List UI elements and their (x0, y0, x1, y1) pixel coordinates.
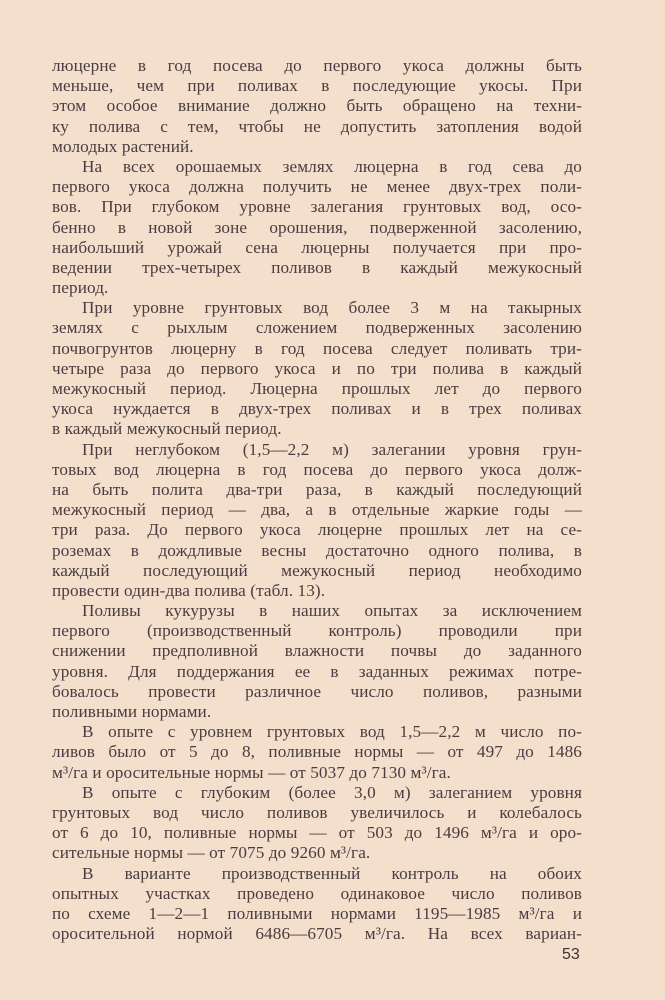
paragraph (52, 298, 582, 439)
text-line: На всех орошаемых землях люцерна в год сева до (82, 156, 582, 176)
paragraph (52, 601, 582, 722)
text-line: межукосный период. Люцерна прошлых лет до первого (52, 379, 582, 398)
text-line: межукосный период — два, а в отдельные жаркие годы — (52, 500, 582, 520)
text-line: молодых растений. (52, 136, 194, 156)
text-line: ливов было от 5 до 8, поливные нормы — от 497 до 1486 (52, 742, 582, 762)
text-line: три раза. До первого укоса люцерне прошлых лет на се- (52, 520, 582, 540)
paragraph (52, 722, 582, 783)
text-line: оросительной нормой 6486—6705 м³/га. На всех вариан- (52, 924, 582, 944)
text-line: на быть полита два-три раза, в каждый последующий (52, 479, 582, 499)
text-line: этом особое внимание должно быть обращено на техни- (52, 96, 582, 116)
text-line: поливными нормами. (52, 702, 212, 721)
text-line: При уровне грунтовых вод более 3 м на такырных (82, 298, 582, 318)
text-line: сительные нормы — от 7075 до 9260 м³/га. (52, 843, 371, 863)
text-line: от 6 до 10, поливные нормы — от 503 до 1496 м³/га и оро- (52, 823, 582, 843)
text-line: землях с рыхлым сложением подверженных засолению (52, 318, 582, 338)
text-line: период. (52, 278, 109, 298)
text-line: меньше, чем при поливах в последующие укосы. При (52, 76, 582, 96)
text-line: м³/га и оросительные нормы — от 5037 до 7130 м³/га. (52, 762, 451, 782)
text-line: провести один-два полива (табл. 13). (52, 580, 326, 600)
text-line: почвогрунтов люцерну в год посева следует поливать три- (52, 338, 582, 358)
text-line: вов. При глубоком уровне залегания грунтовых вод, осо- (52, 197, 582, 217)
text-line: Поливы кукурузы в наших опытах за исключением (82, 601, 582, 621)
text-line: укоса нуждается в двух-трех поливах и в трех поливах (52, 399, 582, 419)
page-number: 53 (562, 946, 580, 963)
paragraph (52, 56, 582, 157)
text-line: снижении предполивной влажности почвы до заданного (52, 641, 582, 661)
paragraph (52, 440, 582, 602)
text-line: наибольший урожай сена люцерны получается при про- (52, 237, 582, 257)
text-line: В опыте с уровнем грунтовых вод 1,5—2,2 м число по- (82, 722, 582, 742)
text-line: роземах в дождливые весны достаточно одного полива, в (52, 540, 582, 560)
text-line: первого укоса должна получить не менее двух-трех поли- (52, 177, 582, 197)
text-line: ку полива с тем, чтобы не допустить затопления водой (52, 116, 582, 136)
text-line: уровня. Для поддержания ее в заданных режимах потре- (52, 661, 582, 681)
paragraph (52, 864, 582, 945)
paragraph (52, 157, 582, 298)
text-line: При неглубоком (1,5—2,2 м) залегании уровня грун- (82, 439, 582, 459)
text-line: товых вод люцерна в год посева до первого укоса долж- (52, 459, 582, 479)
text-line: в каждый межукосный период. (52, 419, 282, 439)
text-line: грунтовых вод число поливов увеличилось и колебалось (52, 802, 582, 822)
page-body (52, 56, 582, 944)
paragraph (52, 783, 582, 864)
text-line: первого (производственный контроль) проводили при (52, 621, 582, 641)
text-line: каждый последующий межукосный период необходимо (52, 560, 582, 580)
text-line: по схеме 1—2—1 поливными нормами 1195—1985 м³/га и (52, 903, 582, 923)
text-line: В варианте производственный контроль на обоих (82, 863, 582, 883)
text-line: опытных участках проведено одинаковое число поливов (52, 883, 582, 903)
text-line: четыре раза до первого укоса и по три полива в каждый (52, 358, 582, 378)
text-line: люцерне в год посева до первого укоса должны быть (52, 56, 582, 75)
text-line: бовалось провести различное число поливов, разными (52, 681, 582, 701)
text-line: ведении трех-четырех поливов в каждый межукосный (52, 257, 582, 277)
text-line: В опыте с глубоким (более 3,0 м) залеганием уровня (82, 782, 582, 802)
text-line: бенно в новой зоне орошения, подверженной засолению, (52, 217, 582, 237)
